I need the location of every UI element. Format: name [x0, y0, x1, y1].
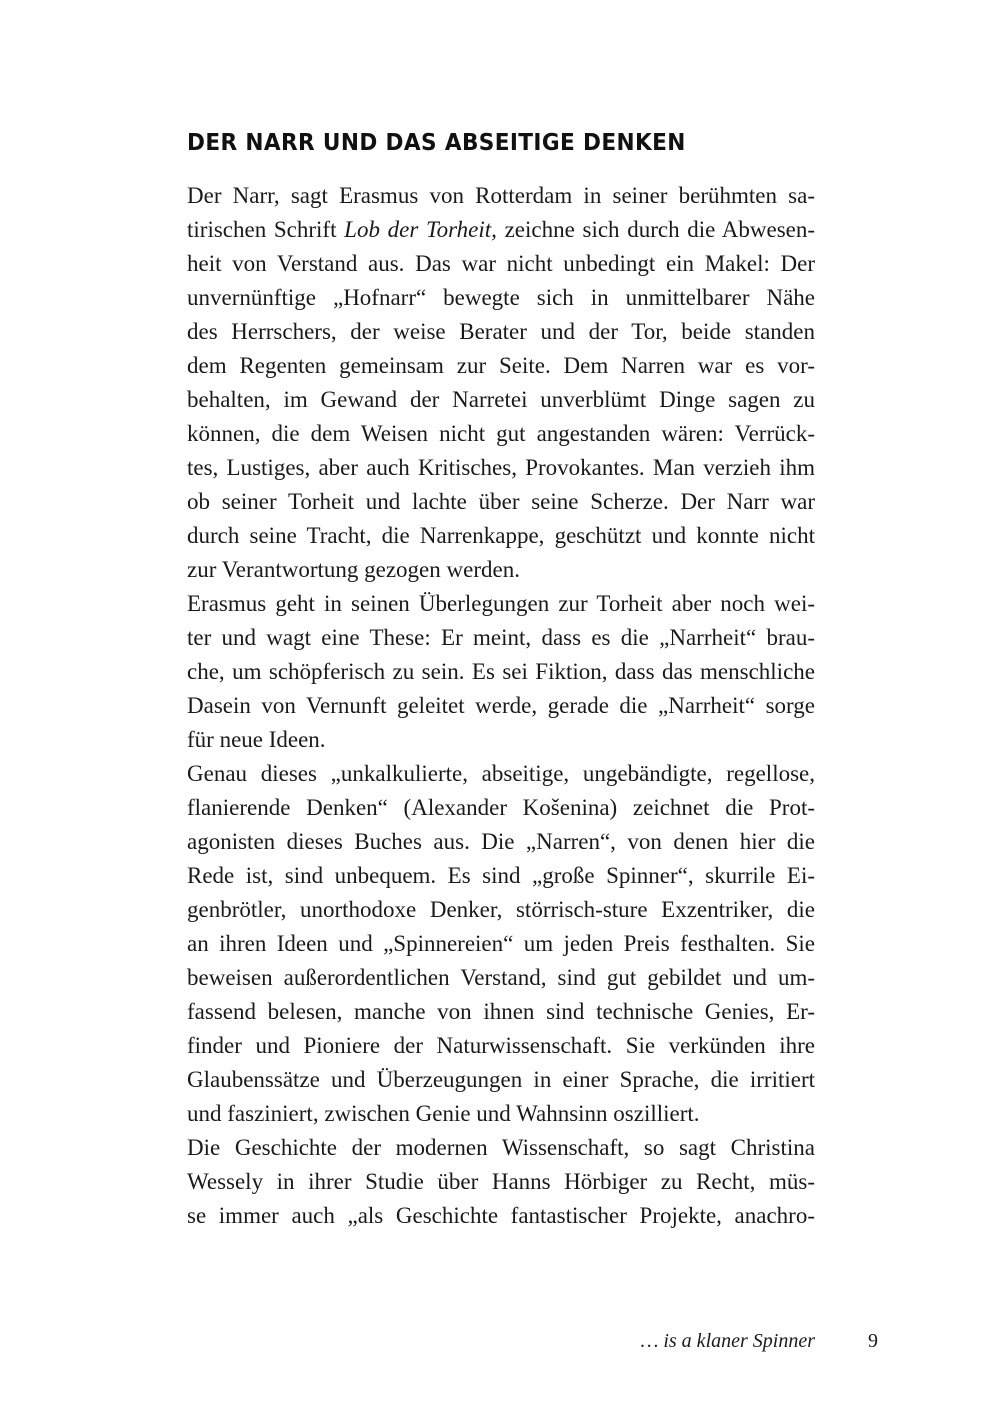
text-line — [187, 1199, 815, 1233]
text-segment: können, die dem Weisen nicht gut angestanden wären: Verrück- — [187, 421, 815, 446]
text-line — [187, 859, 815, 893]
text-segment: beweisen außerordentlichen Verstand, sind gut gebildet und um- — [187, 965, 815, 990]
text-line — [187, 1063, 815, 1097]
text-segment: flanierende Denken“ (Alexander Košenina) zeichnet die Prot- — [187, 795, 815, 820]
text-segment: finder und Pioniere der Naturwissenschaft. Sie verkünden ihre — [187, 1033, 815, 1058]
text-line — [187, 1029, 815, 1063]
running-footer-title: … is a klaner Spinner — [640, 1330, 815, 1352]
text-line — [187, 179, 815, 213]
text-line — [187, 893, 815, 927]
text-segment: zeichne sich durch die Abwesen- — [496, 217, 816, 242]
text-line — [187, 655, 815, 689]
text-line — [187, 757, 815, 791]
text-line — [187, 1097, 815, 1131]
text-line — [187, 995, 815, 1029]
text-segment: che, um schöpferisch zu sein. Es sei Fiktion, dass das menschliche — [187, 659, 815, 684]
text-line — [187, 349, 815, 383]
text-segment: Dasein von Vernunft geleitet werde, gerade die „Narrheit“ sorge — [187, 693, 815, 718]
text-line — [187, 315, 815, 349]
text-segment: durch seine Tracht, die Narrenkappe, geschützt und konnte nicht — [187, 523, 815, 548]
book-title-italic: Lob der Torheit, — [344, 217, 497, 242]
text-line — [187, 519, 815, 553]
text-segment: ter und wagt eine These: Er meint, dass es die „Narrheit“ brau- — [187, 625, 815, 650]
text-segment: agonisten dieses Buches aus. Die „Narren“, von denen hier die — [187, 829, 815, 854]
text-line — [187, 825, 815, 859]
text-segment: zur Verantwortung gezogen werden. — [187, 557, 520, 582]
text-segment: behalten, im Gewand der Narretei unverblümt Dinge sagen zu — [187, 387, 815, 412]
text-segment: tirischen Schrift — [187, 217, 345, 242]
text-segment: an ihren Ideen und „Spinnereien“ um jeden Preis festhalten. Sie — [187, 931, 815, 956]
text-line — [187, 689, 815, 723]
text-line — [187, 1131, 815, 1165]
text-segment: heit von Verstand aus. Das war nicht unbedingt ein Makel: Der — [187, 251, 815, 276]
text-line — [187, 927, 815, 961]
text-segment: tes, Lustiges, aber auch Kritisches, Provokantes. Man verzieh ihm — [187, 455, 815, 480]
text-line — [187, 723, 815, 757]
text-segment: Rede ist, sind unbequem. Es sind „große Spinner“, skurrile Ei- — [187, 863, 815, 888]
text-segment: Erasmus geht in seinen Überlegungen zur Torheit aber noch wei- — [187, 591, 815, 616]
text-segment: Genau dieses „unkalkulierte, abseitige, ungebändigte, regellose, — [187, 761, 815, 786]
text-segment: unvernünftige „Hofnarr“ bewegte sich in unmittelbarer Nähe — [187, 285, 815, 310]
text-line — [187, 213, 815, 247]
text-line — [187, 587, 815, 621]
text-segment: Wessely in ihrer Studie über Hanns Hörbiger zu Recht, müs- — [187, 1169, 815, 1194]
text-segment: fassend belesen, manche von ihnen sind technische Genies, Er- — [187, 999, 815, 1024]
text-line — [187, 961, 815, 995]
text-segment: des Herrschers, der weise Berater und der Tor, beide standen — [187, 319, 815, 344]
text-line — [187, 621, 815, 655]
text-segment: dem Regenten gemeinsam zur Seite. Dem Narren war es vor- — [187, 353, 815, 378]
page-number: 9 — [868, 1330, 878, 1352]
text-line — [187, 553, 815, 587]
text-segment: Glaubenssätze und Überzeugungen in einer Sprache, die irritiert — [187, 1067, 815, 1092]
text-segment: se immer auch „als Geschichte fantastischer Projekte, anachro- — [187, 1203, 815, 1228]
text-segment: und fasziniert, zwischen Genie und Wahnsinn oszilliert. — [187, 1101, 700, 1126]
text-line — [187, 247, 815, 281]
text-segment: ob seiner Torheit und lachte über seine Scherze. Der Narr war — [187, 489, 815, 514]
body-text — [187, 179, 815, 1233]
text-segment: genbrötler, unorthodoxe Denker, störrisch-sture Exzentriker, die — [187, 897, 815, 922]
text-line — [187, 791, 815, 825]
text-segment: Der Narr, sagt Erasmus von Rotterdam in seiner berühmten sa- — [187, 183, 815, 208]
chapter-heading: DER NARR UND DAS ABSEITIGE DENKEN — [187, 130, 686, 156]
text-line — [187, 451, 815, 485]
text-line — [187, 417, 815, 451]
text-line — [187, 1165, 815, 1199]
text-line — [187, 383, 815, 417]
text-line — [187, 485, 815, 519]
text-segment: Die Geschichte der modernen Wissenschaft, so sagt Christina — [187, 1135, 815, 1160]
text-line — [187, 281, 815, 315]
text-segment: für neue Ideen. — [187, 727, 326, 752]
